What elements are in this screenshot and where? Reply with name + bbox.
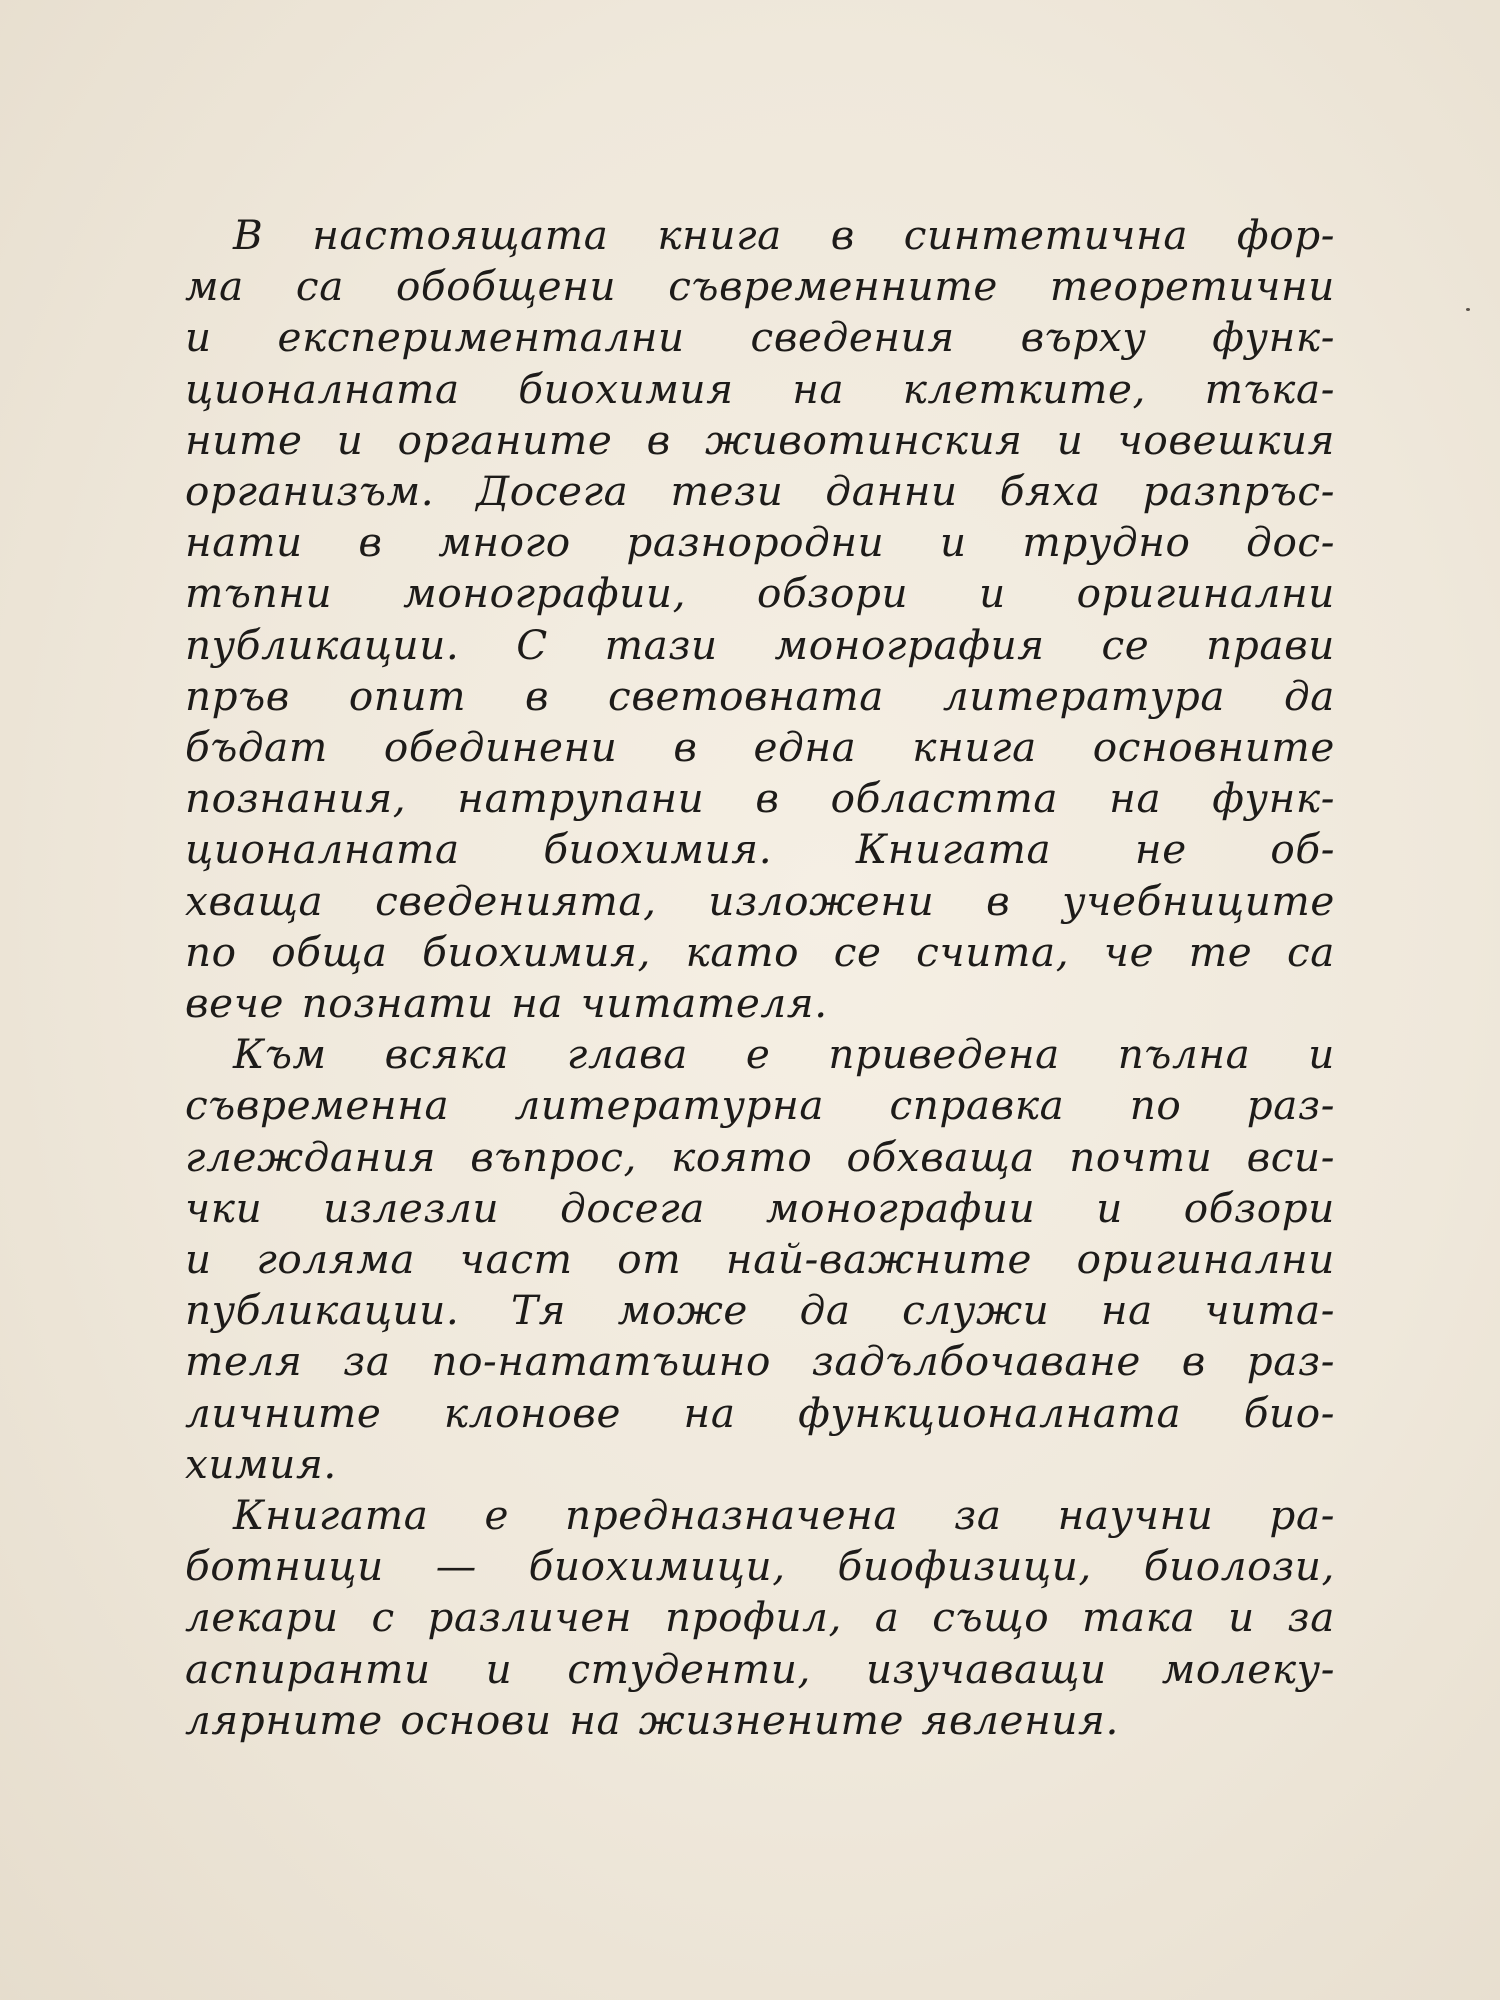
paragraph-3 [185,1490,1335,1746]
text-line: ните и органите в животинския и човешкия [185,415,1335,464]
paper-speck [1466,308,1470,311]
text-line: и експериментални сведения върху функ- [185,313,1335,362]
paragraph-1 [185,210,1335,1029]
text-line: ма са обобщени съвременните теоретични [185,262,1335,311]
text-line: ботници — биохимици, биофизици, биолози, [185,1542,1335,1591]
text-line: по обща биохимия, като се счита, че те са [185,927,1335,976]
text-line: организъм. Досега тези данни бяха разпръс- [185,467,1335,516]
text-line: тъпни монографии, обзори и оригинални [185,569,1335,618]
paragraph-2 [185,1029,1335,1490]
text-line: аспиранти и студенти, изучаващи молеку- [185,1644,1335,1693]
text-line: съвременна литературна справка по раз- [185,1081,1335,1130]
text-line: теля за по-нататъшно задълбочаване в раз- [185,1337,1335,1386]
text-line: публикации. Тя може да служи на чита- [185,1286,1335,1335]
text-line: химия. [185,1439,337,1488]
text-line: бъдат обединени в една книга основните [185,723,1335,772]
text-line: лекари с различен профил, а също така и за [185,1593,1335,1642]
text-line: хваща сведенията, изложени в учебниците [185,876,1335,925]
text-line: вече познати на читателя. [185,979,828,1028]
text-line: лярните основи на жизнените явления. [185,1695,1119,1744]
text-line: ционалната биохимия. Книгата не об- [185,825,1335,874]
text-line: Книгата е предназначена за научни ра- [233,1491,1335,1540]
text-line: чки излезли досега монографии и обзори [185,1183,1335,1232]
book-page-text [185,210,1335,1746]
text-line: и голяма част от най-важните оригинални [185,1235,1335,1284]
text-line: нати в много разнородни и трудно дос- [185,518,1335,567]
text-line: ционалната биохимия на клетките, тъка- [185,364,1335,413]
text-line: публикации. С тази монография се прави [185,620,1335,669]
text-line: пръв опит в световната литература да [185,671,1335,720]
text-line: глеждания въпрос, която обхваща почти вси- [185,1132,1335,1181]
text-line: познания, натрупани в областта на функ- [185,774,1335,823]
text-line: В настоящата книга в синтетична фор- [233,211,1335,259]
text-line: личните клонове на функционалната био- [185,1388,1335,1437]
text-line: Към всяка глава е приведена пълна и [233,1030,1335,1079]
